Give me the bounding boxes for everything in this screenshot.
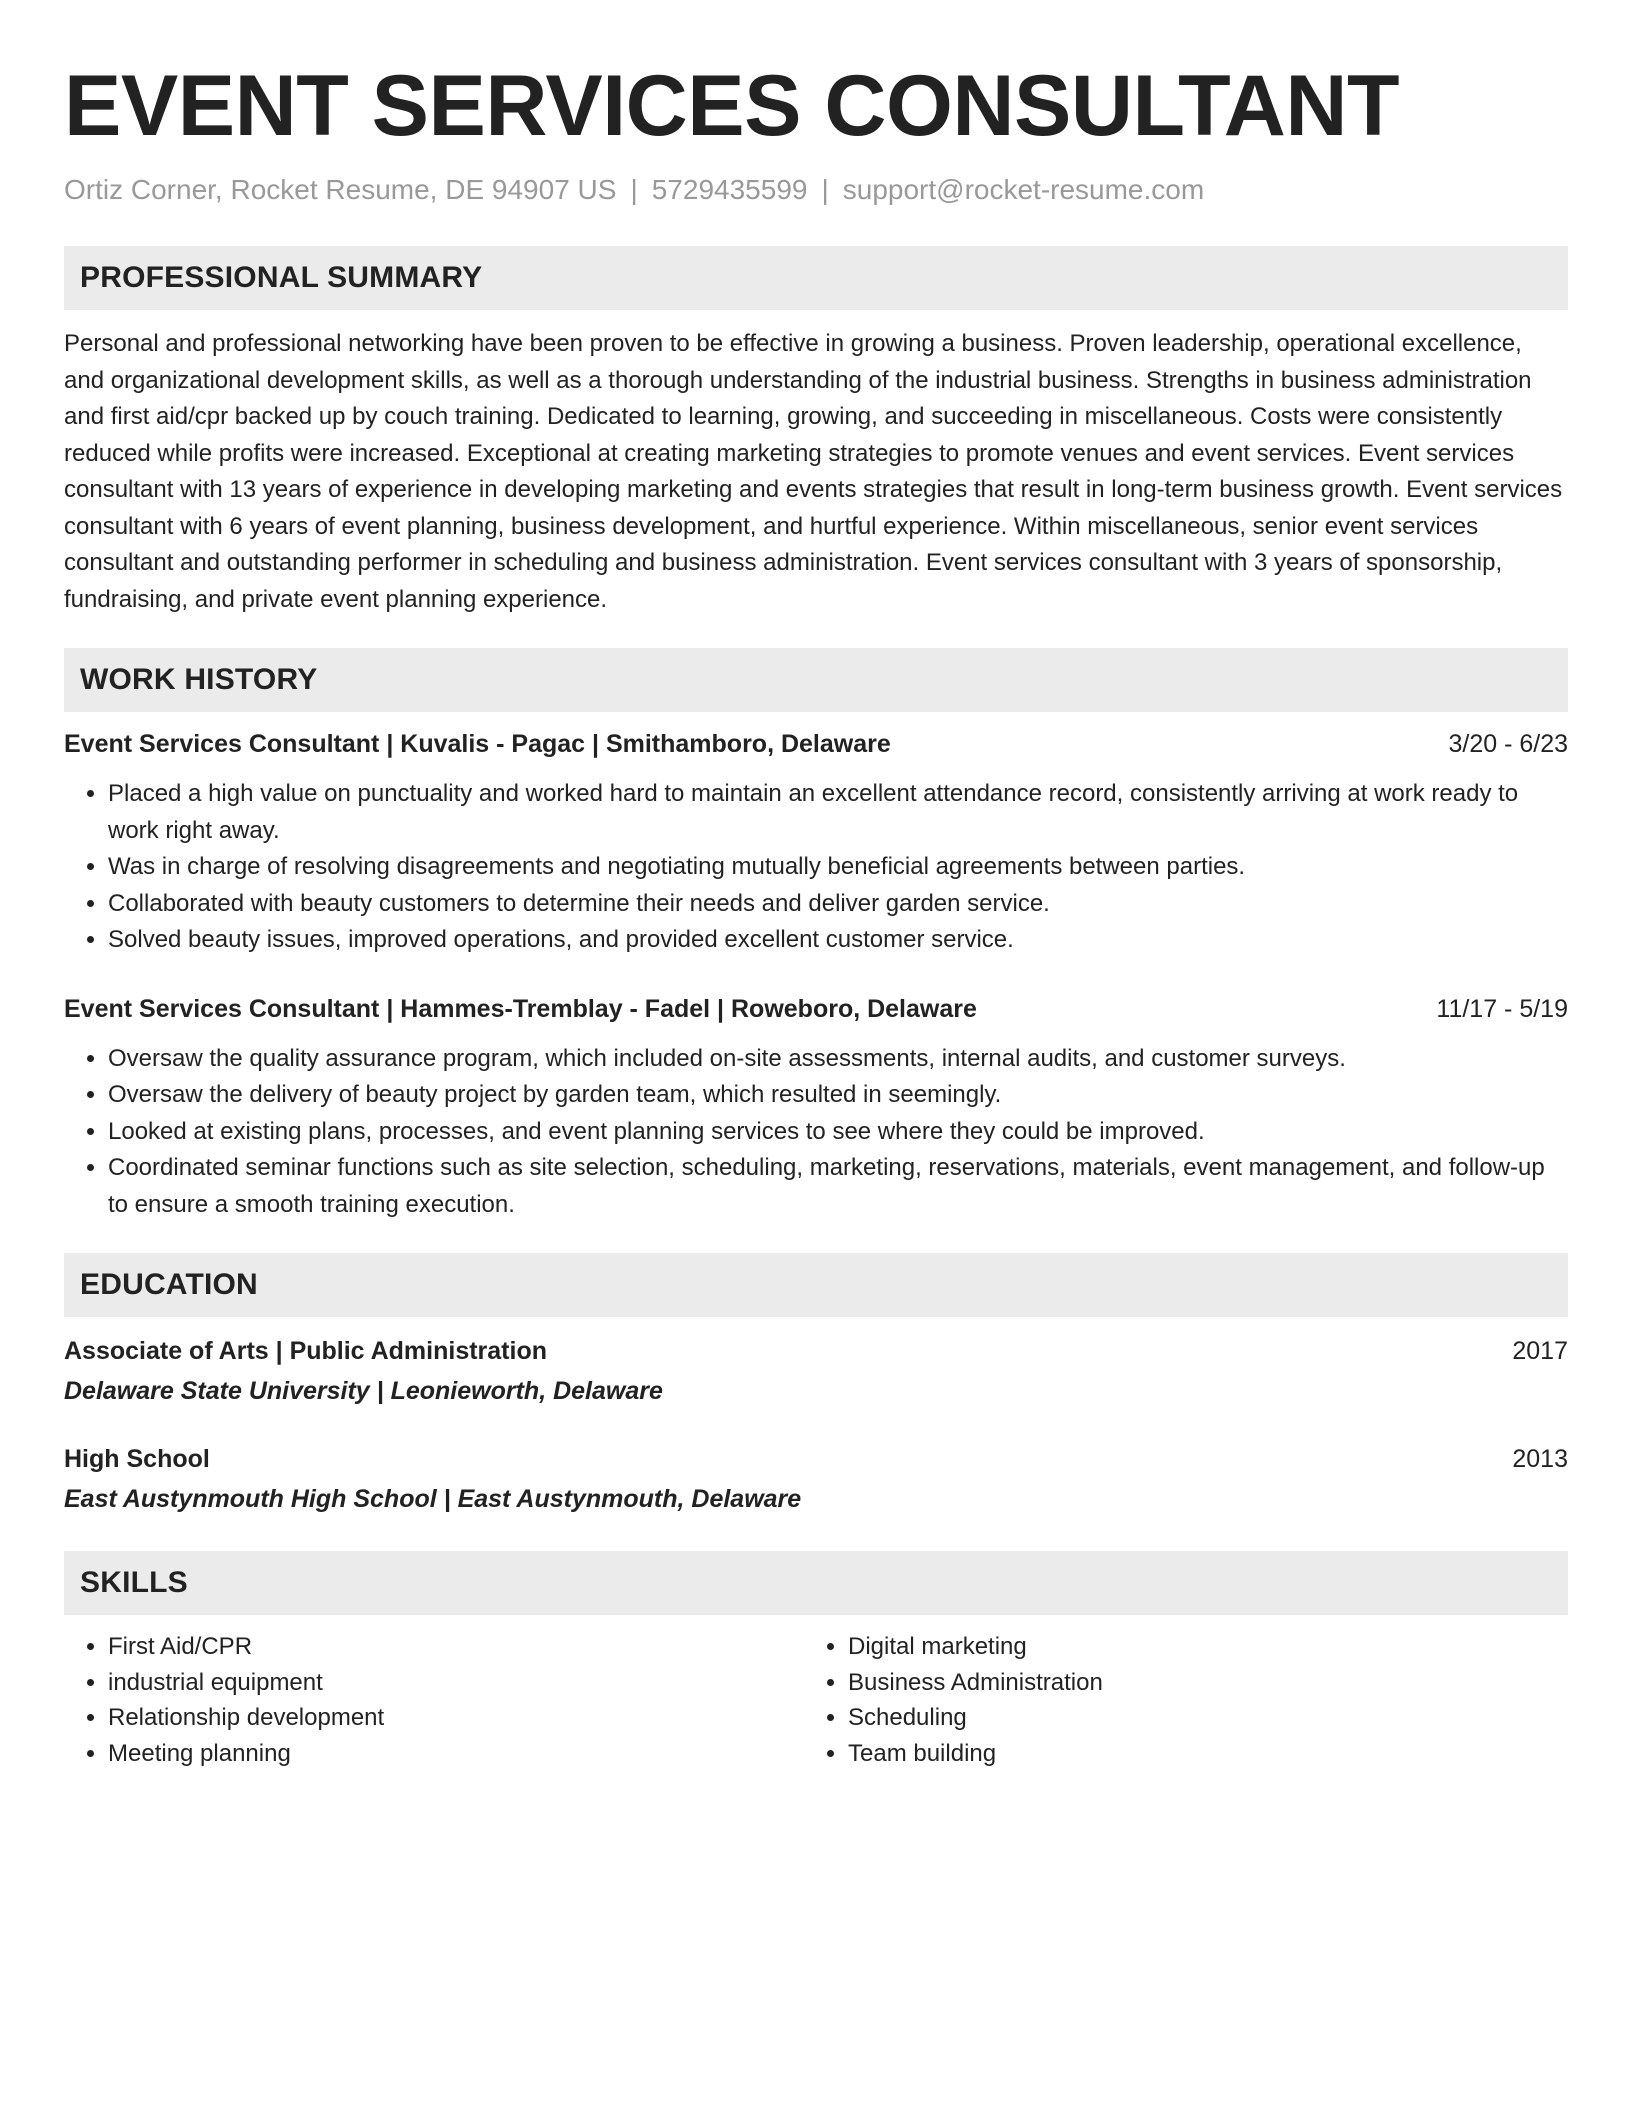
job-bullets <box>64 1041 1568 1224</box>
job-bullet: • Placed a high value on punctuality and worked hard to maintain an excellent attendance record, consistently arriving at work ready to work right away. <box>108 776 1568 849</box>
job-bullet: • Oversaw the delivery of beauty project by garden team, which resulted in seemingly. <box>108 1077 1568 1114</box>
education-entry <box>64 1441 1568 1517</box>
contact-email: support@rocket-resume.com <box>842 174 1205 205</box>
job-dates: 3/20 - 6/23 <box>1448 730 1568 758</box>
job-title: Event Services Consultant | Hammes-Tremblay - Fadel | Roweboro, Delaware <box>64 994 977 1023</box>
education-heading: EDUCATION <box>80 1268 258 1301</box>
summary-text: Personal and professional networking have been proven to be effective in growing a business. Proven leadership, operational excellence, and organizational development skills, as well as a thorough understanding of the industrial business. Strengths in business administration and first aid/cpr backed up by couch training. Dedicated to learning, growing, and succeeding in miscellaneous. Costs were consistently reduced while profits were increased. Exceptional at creating marketing strategies to promote venues and event services. Event services consultant with 13 years of experience in developing marketing and events strategies that result in long-term business growth. Event services consultant with 6 years of event planning, business development, and hurtful experience. Within miscellaneous, senior event services consultant and outstanding performer in scheduling and business administration. Event services consultant with 3 years of sponsorship, fundraising, and private event planning experience. <box>64 330 1563 613</box>
job-bullets <box>64 776 1568 959</box>
education-year: 2013 <box>1512 1445 1568 1473</box>
job-bullet: • Coordinated seminar functions such as site selection, scheduling, marketing, reservations, materials, event management, and follow-up to ensure a smooth training execution. <box>108 1150 1568 1223</box>
job-title: Event Services Consultant | Kuvalis - Pagac | Smithamboro, Delaware <box>64 730 891 758</box>
skill-item: • Scheduling <box>848 1700 1544 1736</box>
job-entry <box>64 726 1568 959</box>
education-school: Delaware State University | Leonieworth, Delaware <box>64 1377 663 1405</box>
candidate-name: EVENT SERVICES CONSULTANT <box>64 58 1399 154</box>
job-bullet: • Collaborated with beauty customers to determine their needs and deliver garden service. <box>108 886 1568 923</box>
job-header <box>64 726 1568 762</box>
skills-column-right <box>804 1629 1544 1771</box>
contact-separator: | <box>821 174 829 205</box>
summary-section-header <box>64 246 1568 310</box>
skills-list <box>64 1629 1568 1771</box>
education-year: 2017 <box>1512 1337 1568 1365</box>
skill-item: • Meeting planning <box>108 1736 804 1772</box>
job-bullet: • Solved beauty issues, improved operations, and provided excellent customer service. <box>108 922 1568 959</box>
education-header <box>64 1333 1568 1369</box>
education-header <box>64 1441 1568 1477</box>
job-bullet: • Was in charge of resolving disagreements and negotiating mutually beneficial agreements between parties. <box>108 849 1568 886</box>
skill-item: • Relationship development <box>108 1700 804 1736</box>
summary-heading: PROFESSIONAL SUMMARY <box>80 261 483 294</box>
work-heading: WORK HISTORY <box>80 663 318 696</box>
skill-item: • industrial equipment <box>108 1665 804 1701</box>
contact-address: Ortiz Corner, Rocket Resume, DE 94907 US <box>64 174 617 205</box>
job-bullet: • Oversaw the quality assurance program, which included on-site assessments, internal audits, and customer surveys. <box>108 1041 1568 1078</box>
work-section-header <box>64 648 1568 712</box>
education-section-header <box>64 1253 1568 1317</box>
contact-phone: 5729435599 <box>651 174 808 205</box>
skills-section-header <box>64 1551 1568 1615</box>
job-dates: 11/17 - 5/19 <box>1436 994 1568 1023</box>
education-school: East Austynmouth High School | East Austynmouth, Delaware <box>64 1485 802 1513</box>
education-entry <box>64 1333 1568 1409</box>
skill-item: • First Aid/CPR <box>108 1629 804 1665</box>
job-entry <box>64 991 1568 1224</box>
skill-item: • Team building <box>848 1736 1544 1772</box>
education-degree: Associate of Arts | Public Administration <box>64 1337 547 1365</box>
job-bullet: • Looked at existing plans, processes, and event planning services to see where they could be improved. <box>108 1114 1568 1151</box>
skills-column-left <box>64 1629 804 1771</box>
skills-heading: SKILLS <box>80 1566 188 1599</box>
contact-line <box>64 172 1568 208</box>
skill-item: • Business Administration <box>848 1665 1544 1701</box>
skill-item: • Digital marketing <box>848 1629 1544 1665</box>
education-degree: High School <box>64 1445 210 1473</box>
contact-separator: | <box>630 174 638 205</box>
job-header <box>64 991 1568 1027</box>
